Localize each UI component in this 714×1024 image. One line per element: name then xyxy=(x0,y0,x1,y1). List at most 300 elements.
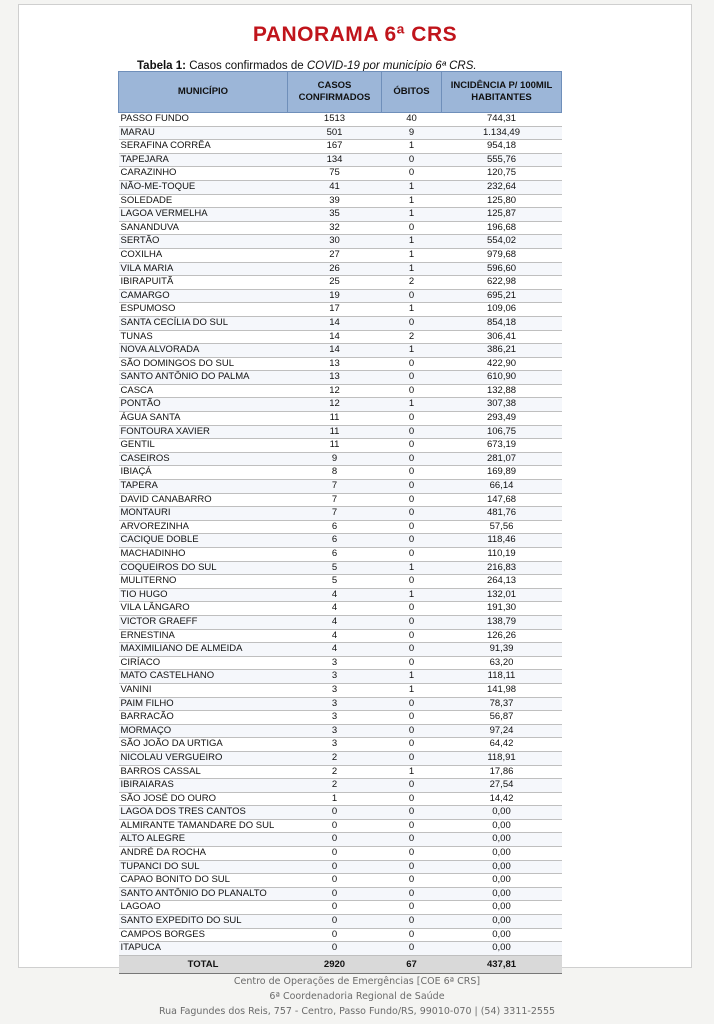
cell-casos: 4 xyxy=(288,588,382,602)
cell-obitos: 0 xyxy=(382,167,442,181)
cell-obitos: 0 xyxy=(382,507,442,521)
cell-casos: 1 xyxy=(288,792,382,806)
footer-line-2: 6ª Coordenadoria Regional de Saúde xyxy=(269,991,445,1002)
table-row xyxy=(119,548,562,562)
cell-municipio: TIO HUGO xyxy=(119,588,288,602)
total-obitos: 67 xyxy=(382,955,442,973)
cell-incidencia: 138,79 xyxy=(442,615,562,629)
cell-incidencia: 293,49 xyxy=(442,412,562,426)
table-row xyxy=(119,643,562,657)
cell-incidencia: 954,18 xyxy=(442,140,562,154)
page-title: PANORAMA 6ª CRS xyxy=(252,23,458,46)
cell-municipio: MAXIMILIANO DE ALMEIDA xyxy=(119,643,288,657)
cell-incidencia: 118,91 xyxy=(442,751,562,765)
caption-italic-text: COVID-19 por município 6ª CRS. xyxy=(306,60,477,72)
table-row xyxy=(119,153,562,167)
cell-incidencia: 0,00 xyxy=(442,819,562,833)
table-row xyxy=(119,466,562,480)
cell-incidencia: 481,76 xyxy=(442,507,562,521)
cell-incidencia: 0,00 xyxy=(442,887,562,901)
footer-line-1: Centro de Operações de Emergências [COE 6ª CRS] xyxy=(233,976,481,987)
cell-obitos: 0 xyxy=(382,575,442,589)
cell-incidencia: 196,68 xyxy=(442,221,562,235)
cell-municipio: CAMPOS BORGES xyxy=(119,928,288,942)
cell-obitos: 0 xyxy=(382,316,442,330)
cell-municipio: ÁGUA SANTA xyxy=(119,412,288,426)
cell-municipio: MACHADINHO xyxy=(119,548,288,562)
covid-cases-table xyxy=(118,71,562,974)
table-row xyxy=(119,316,562,330)
cell-incidencia: 106,75 xyxy=(442,425,562,439)
cell-incidencia: 854,18 xyxy=(442,316,562,330)
table-row xyxy=(119,140,562,154)
table-row xyxy=(119,167,562,181)
cell-casos: 1513 xyxy=(288,113,382,127)
table-row xyxy=(119,507,562,521)
cell-casos: 8 xyxy=(288,466,382,480)
cell-casos: 2 xyxy=(288,765,382,779)
cell-obitos: 0 xyxy=(382,847,442,861)
table-row xyxy=(119,751,562,765)
cell-casos: 41 xyxy=(288,180,382,194)
cell-casos: 3 xyxy=(288,656,382,670)
cell-incidencia: 0,00 xyxy=(442,833,562,847)
cell-obitos: 0 xyxy=(382,289,442,303)
cell-incidencia: 0,00 xyxy=(442,928,562,942)
cell-incidencia: 610,90 xyxy=(442,371,562,385)
cell-obitos: 0 xyxy=(382,738,442,752)
cell-obitos: 2 xyxy=(382,276,442,290)
cell-obitos: 1 xyxy=(382,561,442,575)
cell-municipio: NOVA ALVORADA xyxy=(119,344,288,358)
table-row xyxy=(119,615,562,629)
cell-municipio: LAGOAO xyxy=(119,901,288,915)
cell-incidencia: 673,19 xyxy=(442,439,562,453)
table-row xyxy=(119,344,562,358)
table-row xyxy=(119,208,562,222)
cell-municipio: SANANDUVA xyxy=(119,221,288,235)
header-incidencia: INCIDÊNCIA P/ 100MIL HABITANTES xyxy=(442,72,562,113)
cell-incidencia: 64,42 xyxy=(442,738,562,752)
table-header-row xyxy=(119,72,562,113)
cell-municipio: MONTAURI xyxy=(119,507,288,521)
cell-casos: 3 xyxy=(288,724,382,738)
cell-casos: 11 xyxy=(288,425,382,439)
cell-incidencia: 306,41 xyxy=(442,330,562,344)
cell-incidencia: 744,31 xyxy=(442,113,562,127)
table-row xyxy=(119,262,562,276)
cell-casos: 19 xyxy=(288,289,382,303)
cell-municipio: COQUEIROS DO SUL xyxy=(119,561,288,575)
cell-incidencia: 56,87 xyxy=(442,711,562,725)
cell-obitos: 0 xyxy=(382,548,442,562)
cell-municipio: MARAU xyxy=(119,126,288,140)
table-row xyxy=(119,683,562,697)
table-row xyxy=(119,126,562,140)
footer-line-3: Rua Fagundes dos Reis, 757 - Centro, Passo Fundo/RS, 99010-070 | (54) 3311-2555 xyxy=(158,1006,556,1017)
cell-casos: 2 xyxy=(288,751,382,765)
table-row xyxy=(119,384,562,398)
header-municipio: MUNICÍPIO xyxy=(119,72,288,113)
table-row xyxy=(119,915,562,929)
cell-incidencia: 191,30 xyxy=(442,602,562,616)
table-row xyxy=(119,874,562,888)
table-row xyxy=(119,711,562,725)
cell-municipio: MATO CASTELHANO xyxy=(119,670,288,684)
cell-casos: 0 xyxy=(288,860,382,874)
cell-casos: 13 xyxy=(288,357,382,371)
cell-casos: 32 xyxy=(288,221,382,235)
cell-municipio: CASEIROS xyxy=(119,452,288,466)
cell-municipio: SANTA CECÍLIA DO SUL xyxy=(119,316,288,330)
table-row xyxy=(119,180,562,194)
cell-casos: 0 xyxy=(288,819,382,833)
cell-obitos: 0 xyxy=(382,371,442,385)
cell-obitos: 1 xyxy=(382,588,442,602)
cell-municipio: PONTÃO xyxy=(119,398,288,412)
table-row xyxy=(119,534,562,548)
cell-casos: 3 xyxy=(288,670,382,684)
cell-incidencia: 0,00 xyxy=(442,901,562,915)
cell-obitos: 0 xyxy=(382,480,442,494)
cell-municipio: PASSO FUNDO xyxy=(119,113,288,127)
cell-municipio: SANTO ANTÔNIO DO PALMA xyxy=(119,371,288,385)
cell-incidencia: 216,83 xyxy=(442,561,562,575)
cell-casos: 4 xyxy=(288,629,382,643)
cell-obitos: 0 xyxy=(382,656,442,670)
table-row xyxy=(119,520,562,534)
cell-casos: 9 xyxy=(288,452,382,466)
cell-municipio: TAPERA xyxy=(119,480,288,494)
table-row xyxy=(119,697,562,711)
table-row xyxy=(119,561,562,575)
cell-casos: 11 xyxy=(288,412,382,426)
cell-casos: 4 xyxy=(288,643,382,657)
cell-obitos: 1 xyxy=(382,262,442,276)
cell-municipio: LAGOA DOS TRES CANTOS xyxy=(119,806,288,820)
cell-obitos: 0 xyxy=(382,901,442,915)
cell-incidencia: 125,87 xyxy=(442,208,562,222)
table-row xyxy=(119,819,562,833)
table-row xyxy=(119,860,562,874)
cell-casos: 0 xyxy=(288,942,382,956)
cell-obitos: 0 xyxy=(382,928,442,942)
table-row xyxy=(119,248,562,262)
cell-obitos: 1 xyxy=(382,344,442,358)
cell-municipio: ANDRÉ DA ROCHA xyxy=(119,847,288,861)
cell-casos: 26 xyxy=(288,262,382,276)
cell-casos: 13 xyxy=(288,371,382,385)
cell-municipio: TAPEJARA xyxy=(119,153,288,167)
cell-municipio: SOLEDADE xyxy=(119,194,288,208)
cell-obitos: 0 xyxy=(382,860,442,874)
table-row xyxy=(119,575,562,589)
table-row xyxy=(119,670,562,684)
cell-obitos: 0 xyxy=(382,724,442,738)
cell-obitos: 0 xyxy=(382,439,442,453)
cell-incidencia: 57,56 xyxy=(442,520,562,534)
cell-municipio: IBIRAPUITÃ xyxy=(119,276,288,290)
cell-casos: 3 xyxy=(288,711,382,725)
cell-incidencia: 110,19 xyxy=(442,548,562,562)
cell-obitos: 1 xyxy=(382,208,442,222)
header-casos-confirmados: CASOS CONFIRMADOS xyxy=(288,72,382,113)
table-row xyxy=(119,602,562,616)
page-footer xyxy=(0,974,714,1019)
cell-incidencia: 596,60 xyxy=(442,262,562,276)
cell-incidencia: 307,38 xyxy=(442,398,562,412)
table-row xyxy=(119,806,562,820)
cell-obitos: 0 xyxy=(382,806,442,820)
cell-obitos: 40 xyxy=(382,113,442,127)
cell-incidencia: 0,00 xyxy=(442,860,562,874)
cell-incidencia: 66,14 xyxy=(442,480,562,494)
cell-incidencia: 147,68 xyxy=(442,493,562,507)
cell-casos: 0 xyxy=(288,901,382,915)
cell-incidencia: 0,00 xyxy=(442,847,562,861)
cell-municipio: SÃO DOMINGOS DO SUL xyxy=(119,357,288,371)
cell-incidencia: 120,75 xyxy=(442,167,562,181)
cell-incidencia: 109,06 xyxy=(442,303,562,317)
cell-obitos: 0 xyxy=(382,711,442,725)
cell-obitos: 0 xyxy=(382,153,442,167)
cell-obitos: 0 xyxy=(382,887,442,901)
cell-incidencia: 27,54 xyxy=(442,779,562,793)
caption-label: Tabela 1: xyxy=(137,60,186,72)
cell-incidencia: 97,24 xyxy=(442,724,562,738)
cell-municipio: VILA MARIA xyxy=(119,262,288,276)
cell-casos: 35 xyxy=(288,208,382,222)
caption-text: Casos confirmados de xyxy=(186,60,307,72)
cell-casos: 0 xyxy=(288,833,382,847)
cell-casos: 5 xyxy=(288,575,382,589)
cell-municipio: TUNAS xyxy=(119,330,288,344)
cell-municipio: ALMIRANTE TAMANDARE DO SUL xyxy=(119,819,288,833)
cell-casos: 134 xyxy=(288,153,382,167)
table-row xyxy=(119,439,562,453)
cell-municipio: ITAPUCA xyxy=(119,942,288,956)
cell-casos: 14 xyxy=(288,344,382,358)
cell-casos: 0 xyxy=(288,915,382,929)
cell-obitos: 0 xyxy=(382,384,442,398)
cell-incidencia: 622,98 xyxy=(442,276,562,290)
table-row xyxy=(119,928,562,942)
cell-casos: 3 xyxy=(288,697,382,711)
cell-municipio: CAMARGO xyxy=(119,289,288,303)
cell-casos: 11 xyxy=(288,439,382,453)
cell-casos: 30 xyxy=(288,235,382,249)
table-row xyxy=(119,887,562,901)
cell-incidencia: 264,13 xyxy=(442,575,562,589)
cell-municipio: LAGOA VERMELHA xyxy=(119,208,288,222)
cell-casos: 12 xyxy=(288,398,382,412)
cell-municipio: FONTOURA XAVIER xyxy=(119,425,288,439)
cell-municipio: CAPAO BONITO DO SUL xyxy=(119,874,288,888)
cell-casos: 3 xyxy=(288,683,382,697)
table-total-row xyxy=(119,955,562,973)
table-row xyxy=(119,398,562,412)
cell-obitos: 1 xyxy=(382,398,442,412)
cell-municipio: GENTIL xyxy=(119,439,288,453)
cell-obitos: 0 xyxy=(382,942,442,956)
cell-incidencia: 14,42 xyxy=(442,792,562,806)
cell-obitos: 0 xyxy=(382,602,442,616)
cell-incidencia: 78,37 xyxy=(442,697,562,711)
cell-obitos: 1 xyxy=(382,180,442,194)
cell-casos: 2 xyxy=(288,779,382,793)
cell-obitos: 1 xyxy=(382,194,442,208)
cell-municipio: VILA LÂNGARO xyxy=(119,602,288,616)
table-row xyxy=(119,412,562,426)
cell-incidencia: 554,02 xyxy=(442,235,562,249)
table-row xyxy=(119,588,562,602)
cell-municipio: IBIAÇÁ xyxy=(119,466,288,480)
cell-obitos: 0 xyxy=(382,452,442,466)
table-row xyxy=(119,289,562,303)
total-casos: 2920 xyxy=(288,955,382,973)
cell-municipio: DAVID CANABARRO xyxy=(119,493,288,507)
table-row xyxy=(119,847,562,861)
cell-incidencia: 695,21 xyxy=(442,289,562,303)
cell-incidencia: 1.134,49 xyxy=(442,126,562,140)
cell-municipio: BARRACÃO xyxy=(119,711,288,725)
cell-municipio: SANTO EXPEDITO DO SUL xyxy=(119,915,288,929)
cell-municipio: SERAFINA CORRÊA xyxy=(119,140,288,154)
cell-casos: 14 xyxy=(288,316,382,330)
cell-incidencia: 63,20 xyxy=(442,656,562,670)
cell-obitos: 0 xyxy=(382,792,442,806)
table-row xyxy=(119,901,562,915)
cell-municipio: SERTÃO xyxy=(119,235,288,249)
table-row xyxy=(119,792,562,806)
cell-municipio: VANINI xyxy=(119,683,288,697)
table-row xyxy=(119,656,562,670)
cell-obitos: 0 xyxy=(382,615,442,629)
cell-obitos: 0 xyxy=(382,520,442,534)
cell-casos: 4 xyxy=(288,602,382,616)
cell-incidencia: 125,80 xyxy=(442,194,562,208)
cell-incidencia: 132,88 xyxy=(442,384,562,398)
cell-obitos: 9 xyxy=(382,126,442,140)
cell-incidencia: 0,00 xyxy=(442,942,562,956)
table-row xyxy=(119,276,562,290)
table-row xyxy=(119,493,562,507)
table-row xyxy=(119,833,562,847)
cell-incidencia: 91,39 xyxy=(442,643,562,657)
cell-casos: 27 xyxy=(288,248,382,262)
cell-municipio: TUPANCI DO SUL xyxy=(119,860,288,874)
cell-municipio: PAIM FILHO xyxy=(119,697,288,711)
cell-obitos: 0 xyxy=(382,629,442,643)
table-row xyxy=(119,779,562,793)
cell-obitos: 0 xyxy=(382,819,442,833)
table-row xyxy=(119,371,562,385)
cell-casos: 39 xyxy=(288,194,382,208)
cell-municipio: MULITERNO xyxy=(119,575,288,589)
cell-casos: 7 xyxy=(288,507,382,521)
table-row xyxy=(119,113,562,127)
total-label: TOTAL xyxy=(119,955,288,973)
cell-obitos: 1 xyxy=(382,765,442,779)
cell-casos: 0 xyxy=(288,928,382,942)
cell-obitos: 0 xyxy=(382,833,442,847)
cell-obitos: 1 xyxy=(382,235,442,249)
cell-casos: 0 xyxy=(288,887,382,901)
cell-casos: 6 xyxy=(288,534,382,548)
cell-incidencia: 141,98 xyxy=(442,683,562,697)
cell-obitos: 0 xyxy=(382,915,442,929)
table-row xyxy=(119,425,562,439)
table-row xyxy=(119,765,562,779)
table-row xyxy=(119,357,562,371)
cell-obitos: 0 xyxy=(382,357,442,371)
cell-obitos: 0 xyxy=(382,874,442,888)
cell-incidencia: 169,89 xyxy=(442,466,562,480)
cell-obitos: 0 xyxy=(382,643,442,657)
cell-obitos: 0 xyxy=(382,751,442,765)
cell-casos: 17 xyxy=(288,303,382,317)
cell-casos: 12 xyxy=(288,384,382,398)
cell-casos: 6 xyxy=(288,548,382,562)
cell-municipio: ARVOREZINHA xyxy=(119,520,288,534)
table-row xyxy=(119,235,562,249)
cell-municipio: SANTO ANTÔNIO DO PLANALTO xyxy=(119,887,288,901)
cell-obitos: 1 xyxy=(382,670,442,684)
cell-obitos: 1 xyxy=(382,683,442,697)
cell-incidencia: 281,07 xyxy=(442,452,562,466)
table-row xyxy=(119,221,562,235)
cell-municipio: CARAZINHO xyxy=(119,167,288,181)
cell-obitos: 0 xyxy=(382,493,442,507)
cell-casos: 7 xyxy=(288,480,382,494)
table-row xyxy=(119,724,562,738)
cell-municipio: NICOLAU VERGUEIRO xyxy=(119,751,288,765)
cell-incidencia: 0,00 xyxy=(442,806,562,820)
cell-obitos: 1 xyxy=(382,140,442,154)
table-body xyxy=(119,113,562,956)
table-row xyxy=(119,330,562,344)
cell-municipio: ERNESTINA xyxy=(119,629,288,643)
cell-casos: 3 xyxy=(288,738,382,752)
header-obitos: ÓBITOS xyxy=(382,72,442,113)
cell-obitos: 1 xyxy=(382,303,442,317)
cell-incidencia: 979,68 xyxy=(442,248,562,262)
cell-municipio: BARROS CASSAL xyxy=(119,765,288,779)
cell-casos: 5 xyxy=(288,561,382,575)
cell-casos: 0 xyxy=(288,874,382,888)
table-row xyxy=(119,480,562,494)
cell-casos: 0 xyxy=(288,806,382,820)
cell-incidencia: 132,01 xyxy=(442,588,562,602)
cell-municipio: ESPUMOSO xyxy=(119,303,288,317)
cell-municipio: IBIRAIARAS xyxy=(119,779,288,793)
cell-municipio: CACIQUE DOBLE xyxy=(119,534,288,548)
cell-casos: 75 xyxy=(288,167,382,181)
table-row xyxy=(119,738,562,752)
cell-municipio: MORMAÇO xyxy=(119,724,288,738)
cell-municipio: SÃO JOÃO DA URTIGA xyxy=(119,738,288,752)
cell-obitos: 2 xyxy=(382,330,442,344)
cell-obitos: 0 xyxy=(382,425,442,439)
cell-obitos: 0 xyxy=(382,412,442,426)
cell-incidencia: 126,26 xyxy=(442,629,562,643)
cell-incidencia: 118,46 xyxy=(442,534,562,548)
cell-obitos: 1 xyxy=(382,248,442,262)
cell-incidencia: 17,86 xyxy=(442,765,562,779)
cell-incidencia: 386,21 xyxy=(442,344,562,358)
table-row xyxy=(119,629,562,643)
cell-casos: 4 xyxy=(288,615,382,629)
